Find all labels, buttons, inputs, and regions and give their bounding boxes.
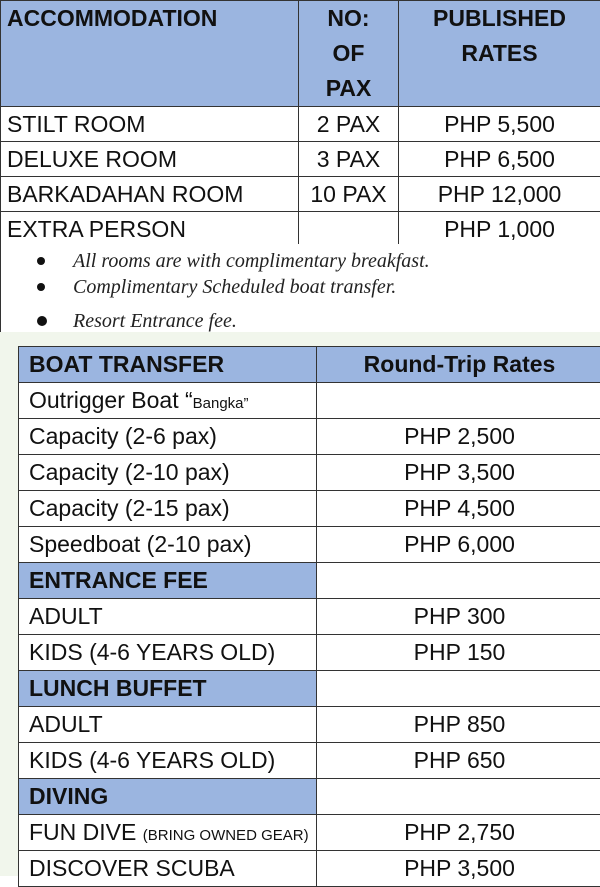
table-row xyxy=(19,851,600,887)
fun-dive-note: (BRING OWNED GEAR) xyxy=(143,827,309,844)
table-row xyxy=(1,142,600,177)
service-name: KIDS (4-6 YEARS OLD) xyxy=(19,635,317,671)
note-text: Complimentary Scheduled boat transfer. xyxy=(73,276,396,298)
table-row xyxy=(1,212,600,247)
services-rates-table xyxy=(18,346,600,887)
service-rate xyxy=(317,383,600,419)
empty-cell xyxy=(317,671,600,707)
rates-panel xyxy=(0,332,600,876)
outrigger-label: Outrigger Boat “ xyxy=(29,387,193,413)
note-text: All rooms are with complimentary breakfast. xyxy=(73,250,430,272)
list-item xyxy=(73,276,396,299)
bullet-icon xyxy=(37,316,47,326)
room-pax: 3 PAX xyxy=(299,142,399,177)
list-item xyxy=(73,250,430,273)
service-rate: PHP 150 xyxy=(317,635,600,671)
section-header-row xyxy=(19,563,600,599)
rates-header-line1: PUBLISHED xyxy=(399,1,600,36)
service-rate: PHP 2,750 xyxy=(317,815,600,851)
service-name: ADULT xyxy=(19,599,317,635)
empty-cell xyxy=(317,563,600,599)
table-row xyxy=(19,815,600,851)
accommodation-header-row xyxy=(1,1,600,107)
pax-header-line2: OF xyxy=(299,36,398,71)
table-row xyxy=(19,707,600,743)
table-row xyxy=(19,635,600,671)
service-name: KIDS (4-6 YEARS OLD) xyxy=(19,743,317,779)
service-name: Capacity (2-6 pax) xyxy=(19,419,317,455)
service-rate: PHP 300 xyxy=(317,599,600,635)
room-rate: PHP 6,500 xyxy=(399,142,600,177)
service-name xyxy=(19,383,317,419)
round-trip-header: Round-Trip Rates xyxy=(317,347,600,383)
list-item xyxy=(73,310,237,333)
table-row xyxy=(19,743,600,779)
room-name: STILT ROOM xyxy=(1,107,299,142)
outrigger-sublabel: Bangka” xyxy=(193,395,249,412)
service-rate: PHP 3,500 xyxy=(317,455,600,491)
service-name: Speedboat (2-10 pax) xyxy=(19,527,317,563)
room-name: DELUXE ROOM xyxy=(1,142,299,177)
service-rate: PHP 2,500 xyxy=(317,419,600,455)
fun-dive-label: FUN DIVE xyxy=(29,819,143,845)
service-rate: PHP 3,500 xyxy=(317,851,600,887)
service-name xyxy=(19,815,317,851)
table-row xyxy=(19,491,600,527)
room-rate: PHP 12,000 xyxy=(399,177,600,212)
note-text: Resort Entrance fee. xyxy=(73,310,237,332)
table-row xyxy=(19,455,600,491)
service-rate: PHP 4,500 xyxy=(317,491,600,527)
section-header-row xyxy=(19,347,600,383)
room-pax xyxy=(299,212,399,247)
pax-header-line1: NO: xyxy=(299,1,398,36)
rates-header-line2: RATES xyxy=(399,36,600,71)
bullet-icon xyxy=(37,283,45,291)
accommodation-header xyxy=(1,1,299,107)
rates-header xyxy=(399,1,600,107)
inclusions-notes xyxy=(0,244,600,332)
table-row xyxy=(1,177,600,212)
room-rate: PHP 1,000 xyxy=(399,212,600,247)
pax-header xyxy=(299,1,399,107)
bullet-icon xyxy=(37,257,45,265)
service-name: DISCOVER SCUBA xyxy=(19,851,317,887)
service-rate: PHP 650 xyxy=(317,743,600,779)
entrance-fee-header: ENTRANCE FEE xyxy=(19,563,317,599)
room-pax: 2 PAX xyxy=(299,107,399,142)
accommodation-header-label: ACCOMMODATION xyxy=(7,5,217,31)
section-header-row xyxy=(19,779,600,815)
room-name: EXTRA PERSON xyxy=(1,212,299,247)
service-name: ADULT xyxy=(19,707,317,743)
table-row xyxy=(1,107,600,142)
room-pax: 10 PAX xyxy=(299,177,399,212)
empty-cell xyxy=(317,779,600,815)
table-row xyxy=(19,527,600,563)
lunch-buffet-header: LUNCH BUFFET xyxy=(19,671,317,707)
boat-transfer-header: BOAT TRANSFER xyxy=(19,347,317,383)
room-name: BARKADAHAN ROOM xyxy=(1,177,299,212)
table-row xyxy=(19,419,600,455)
service-name: Capacity (2-10 pax) xyxy=(19,455,317,491)
section-header-row xyxy=(19,671,600,707)
service-rate: PHP 850 xyxy=(317,707,600,743)
table-row xyxy=(19,599,600,635)
pax-header-line3: PAX xyxy=(299,71,398,106)
service-rate: PHP 6,000 xyxy=(317,527,600,563)
service-name: Capacity (2-15 pax) xyxy=(19,491,317,527)
room-rate: PHP 5,500 xyxy=(399,107,600,142)
accommodation-table xyxy=(0,0,600,247)
table-row xyxy=(19,383,600,419)
diving-header: DIVING xyxy=(19,779,317,815)
